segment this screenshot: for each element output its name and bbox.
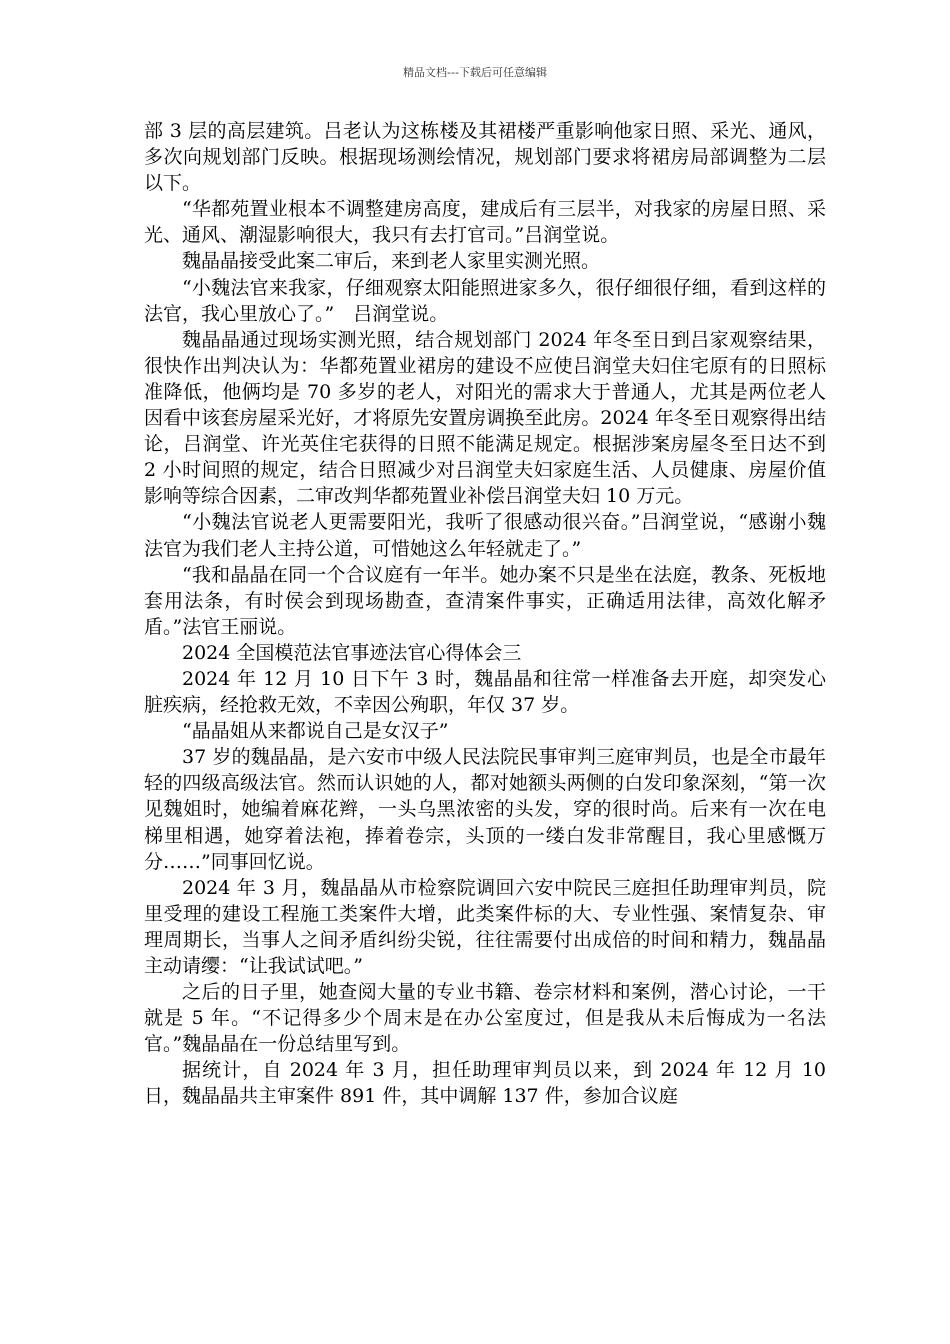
paragraph: “晶晶姐从来都说自己是女汉子” xyxy=(182,720,449,743)
paragraph: 部 3 层的高层建筑。吕老认为这栋楼及其裙楼严重影响他家日照、采光、通风，多次向规划部门反映。根据现场测绘情况，规划部门要求将裙房局部调整为二层以下。 xyxy=(144,120,826,195)
paragraph: 37 岁的魏晶晶，是六安市中级人民法院民事审判三庭审判员，也是全市最年轻的四级高级法官。然而认识她的人，都对她额头两侧的白发印象深刻，“第一次见魏姐时，她编着麻花辫，一头乌黑浓密的头发，穿的很时尚。后来有一次在电梯里相遇，她穿着法袍，捧着卷宗，头顶的一缕白发非常醒目，我心里感慨万分……”同事回忆说。 xyxy=(144,746,826,873)
paragraph: “小魏法官来我家，仔细观察太阳能照进家多久，很仔细很仔细，看到这样的法官，我心里放心了。” 吕润堂说。 xyxy=(144,276,826,325)
paragraph: 2024 年 12 月 10 日下午 3 时，魏晶晶和往常一样准备去开庭，却突发心脏疾病，经抢救无效，不幸因公殉职，年仅 37 岁。 xyxy=(144,667,826,717)
paragraph: “我和晶晶在同一个合议庭有一年半。她办案不只是坐在法庭，教条、死板地套用法条，有时侯会到现场勘查，查清案件事实，正确适用法律，高效化解矛盾。”法官王丽说。 xyxy=(144,563,826,638)
paragraph: 之后的日子里，她查阅大量的专业书籍、卷宗材料和案例，潜心讨论，一干就是 5 年。“不记得多少个周末是在办公室度过，但是我从未后悔成为一名法官。”魏晶晶在一份总结里写到。 xyxy=(144,981,826,1056)
paragraph: “华都苑置业根本不调整建房高度，建成后有三层半，对我家的房屋日照、采光、通风、潮湿影响很大，我只有去打官司。”吕润堂说。 xyxy=(144,198,826,247)
paragraph: 魏晶晶接受此案二审后，来到老人家里实测光照。 xyxy=(182,250,601,273)
page-header: 精品文档---下载后可任意编辑 xyxy=(403,66,547,79)
paragraph: 2024 年 3 月，魏晶晶从市检察院调回六安中院民三庭担任助理审判员，院里受理的建设工程施工类案件大增，此类案件标的大、专业性强、案情复杂、审理周期长，当事人之间矛盾纠纷尖锐，往往需要付出成倍的时间和精力，魏晶晶主动请缨：“让我试试吧。” xyxy=(144,876,826,977)
paragraph: 魏晶晶通过现场实测光照，结合规划部门 2024 年冬至日到吕家观察结果，很快作出判决认为：华都苑置业裙房的建设不应使吕润堂夫妇住宅原有的日照标准降低，他俩均是 70 多岁的老人，对阳光的需求大于普通人，尤其是两位老人因看中该套房屋采光好，才将原先安置房调换至此房。2024 年冬至日观察得出结论，吕润堂、许光英住宅获得的日照不能满足规定。根据涉案房屋冬至日达不到 2 小时间照的规定，结合日照减少对吕润堂夫妇家庭生活、人员健康、房屋价值影响等综合因素，二审改判华都苑置业补偿吕润堂夫妇 10 万元。 xyxy=(144,328,826,508)
paragraph: “小魏法官说老人更需要阳光，我听了很感动很兴奋。”吕润堂说，“感谢小魏法官为我们老人主持公道，可惜她这么年轻就走了。” xyxy=(144,511,826,560)
paragraph: 2024 全国模范法官事迹法官心得体会三 xyxy=(182,641,522,664)
document-body xyxy=(144,118,826,1110)
paragraph: 据统计，自 2024 年 3 月，担任助理审判员以来，到 2024 年 12 月 10 日，魏晶晶共主审案件 891 件，其中调解 137 件，参加合议庭 xyxy=(144,1059,826,1108)
